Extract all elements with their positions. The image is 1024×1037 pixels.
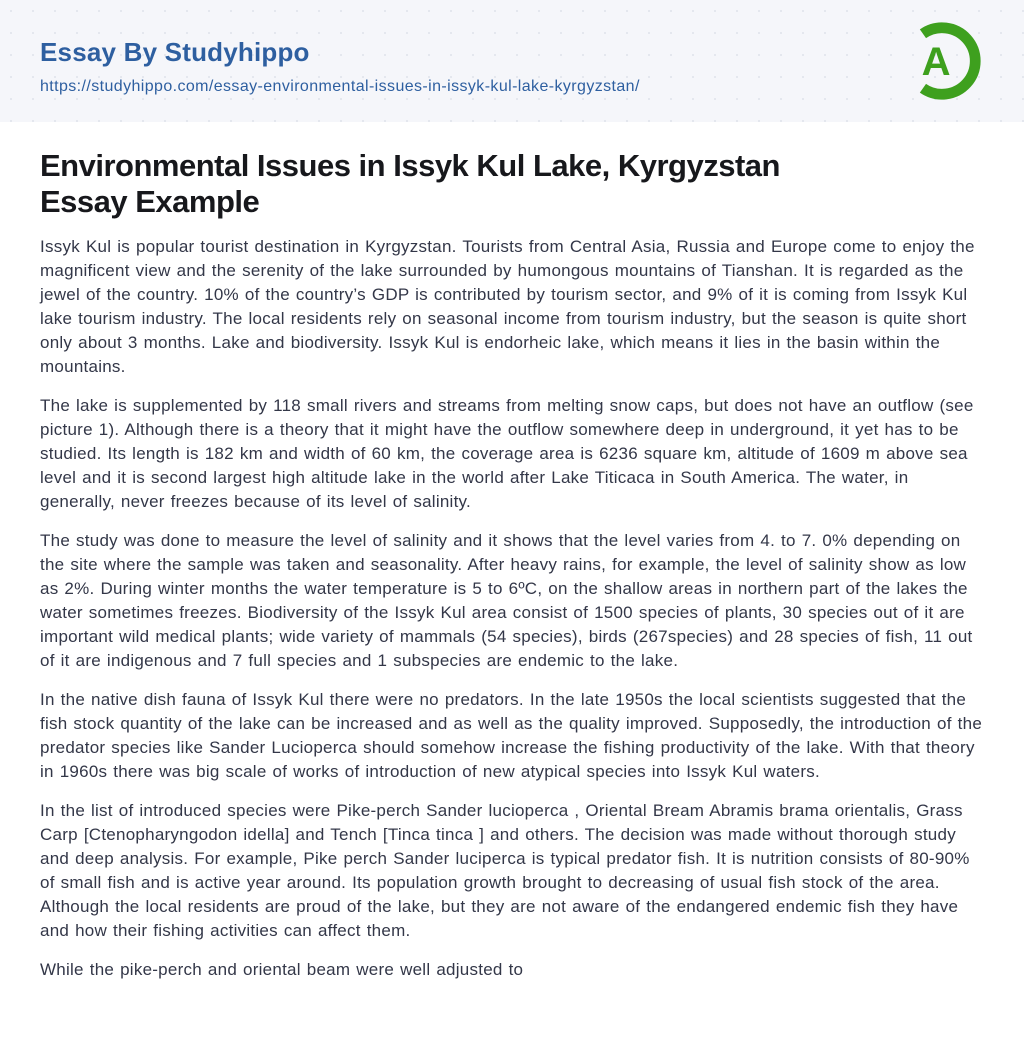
logo-arc-icon (898, 17, 986, 105)
page-title: Environmental Issues in Issyk Kul Lake, Kyrgyzstan Essay Example (40, 148, 780, 219)
essay-body (40, 235, 984, 982)
essay-paragraph: In the list of introduced species were Pike-perch Sander lucioperca , Oriental Bream Abramis brama orientalis, Grass Carp [Ctenopharyngodon idella] and Tench [Tinca tinca ] and others. The decision was made without thorough study and deep analysis. For example, Pike perch Sander luciperca is typical predator fish. It is nutrition consists of 80-90% of small fish and is active year around. Its population growth brought to decreasing of usual fish stock of the area. Although the local residents are proud of the lake, but they are not aware of the endangered endemic fish they have and how their fishing activities can affect them. (40, 801, 970, 940)
essay-paragraph: While the pike-perch and oriental beam were well adjusted to (40, 960, 524, 979)
studyhippo-logo (898, 17, 986, 105)
essay-paragraph: The study was done to measure the level of salinity and it shows that the level varies from 4. to 7. 0% depending on the site where the sample was taken and seasonality. After heavy rains, for example, the level of salinity show as low as 2%. During winter months the water temperature is 5 to 6ºC, on the shallow areas in northern part of the lakes the water sometimes freezes. Biodiversity of the Issyk Kul area consist of 1500 species of plants, 30 species out of it are important wild medical plants; wide variety of mammals (54 species), birds (267species) and 28 species of fish, 11 out of it are indigenous and 7 full species and 1 subspecies are endemic to the lake. (40, 531, 973, 670)
source-url-link[interactable]: https://studyhippo.com/essay-environmental-issues-in-issyk-kul-lake-kyrgyzstan/ (40, 77, 640, 95)
essay-paragraph: In the native dish fauna of Issyk Kul there were no predators. In the late 1950s the local scientists suggested that the fish stock quantity of the lake can be increased and as well as the quality improved. Supposedly, the introduction of the predator species like Sander Lucioperca should somehow increase the fishing productivity of the lake. With that theory in 1960s there was big scale of works of introduction of new atypical species into Issyk Kul waters. (40, 690, 983, 781)
site-title: Essay By Studyhippo (40, 37, 310, 67)
essay-paragraph: The lake is supplemented by 118 small rivers and streams from melting snow caps, but does not have an outflow (see picture 1). Although there is a theory that it might have the outflow somewhere deep in underground, it yet has to be studied. Its length is 182 km and width of 60 km, the coverage area is 6236 square km, altitude of 1609 m above sea level and it is second largest high altitude lake in the world after Lake Titicaca in South America. The water, in generally, never freezes because of its level of salinity. (40, 396, 974, 511)
page-header (0, 0, 1024, 122)
essay-content (0, 122, 1024, 982)
logo-letter: A (921, 40, 951, 85)
essay-paragraph: Issyk Kul is popular tourist destination in Kyrgyzstan. Tourists from Central Asia, Russia and Europe come to enjoy the magnificent view and the serenity of the lake surrounded by humongous mountains of Tianshan. It is regarded as the jewel of the country. 10% of the country’s GDP is contributed by tourism sector, and 9% of it is coming from Issyk Kul lake tourism industry. The local residents rely on seasonal income from tourism industry, but the season is quite short only about 3 months. Lake and biodiversity. Issyk Kul is endorheic lake, which means it lies in the basin within the mountains. (40, 237, 975, 376)
